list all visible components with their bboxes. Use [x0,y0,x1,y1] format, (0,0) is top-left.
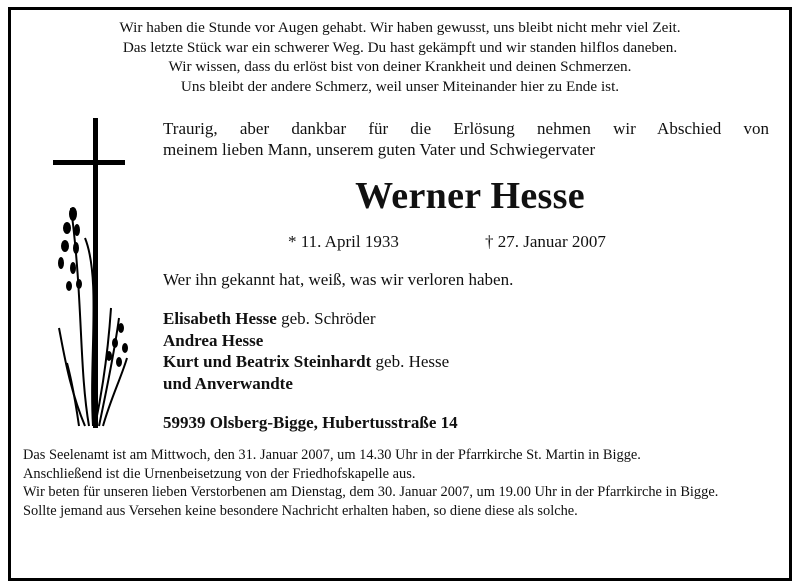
family-member-note: geb. Hesse [371,352,450,371]
obituary-notice [8,7,792,581]
verse-line: Uns bleibt der andere Schmerz, weil unser Miteinander hier zu Ende ist. [180,77,620,95]
family-member [163,351,449,373]
family-list [163,308,449,394]
verse [11,18,789,96]
intro-line: Traurig, aber dankbar für die Erlösung nehmen wir Abschied von [163,119,769,138]
verse-line: Wir haben die Stunde vor Augen gehabt. Wir haben gewusst, uns bleibt nicht mehr viel Zeit. [119,19,681,36]
cross-with-grass-illustration [49,118,159,434]
intro-line: meinem lieben Mann, unserem guten Vater und Schwiegervater [163,140,596,159]
memorial-sentence: Wer ihn gekannt hat, weiß, was wir verloren haben. [163,270,514,289]
family-member [163,308,449,330]
notice-paragraph: Wir beten für unseren lieben Verstorbenen am Dienstag, dem 30. Januar 2007, um 19.00 Uhr in der Pfarrkirche in Bigge. [23,484,719,501]
verse-line: Das letzte Stück war ein schwerer Weg. Du hast gekämpft und wir standen hilflos daneben. [122,38,678,56]
family-member [163,330,449,352]
cross-icon [53,118,125,428]
notice-paragraph: Sollte jemand aus Versehen keine besondere Nachricht erhalten haben, so diene diese als solche. [23,502,578,519]
family-member-name: Kurt und Beatrix Steinhardt [163,352,372,371]
family-member-name: und Anverwandte [163,373,293,393]
notice-paragraph: Anschließend ist die Urnenbeisetzung von der Friedhofskapelle aus. [23,465,416,482]
family-member-note: geb. Schröder [276,309,376,328]
notices [23,446,769,520]
death-date: † 27. Januar 2007 [485,232,606,251]
notice-paragraph: Das Seelenamt ist am Mittwoch, den 31. Januar 2007, um 14.30 Uhr in der Pfarrkirche St. Martin in Bigge. [23,447,641,463]
deceased-name: Werner Hesse [355,175,585,217]
family-member-name: Andrea Hesse [163,330,264,350]
birth-date: * 11. April 1933 [288,232,399,251]
verse-line: Wir wissen, dass du erlöst bist von deiner Krankheit und deinen Schmerzen. [168,58,632,75]
family-address: 59939 Olsberg-Bigge, Hubertusstraße 14 [163,413,458,432]
family-member [163,373,449,395]
family-member-name: Elisabeth Hesse [163,309,277,328]
intro-text [163,118,769,160]
